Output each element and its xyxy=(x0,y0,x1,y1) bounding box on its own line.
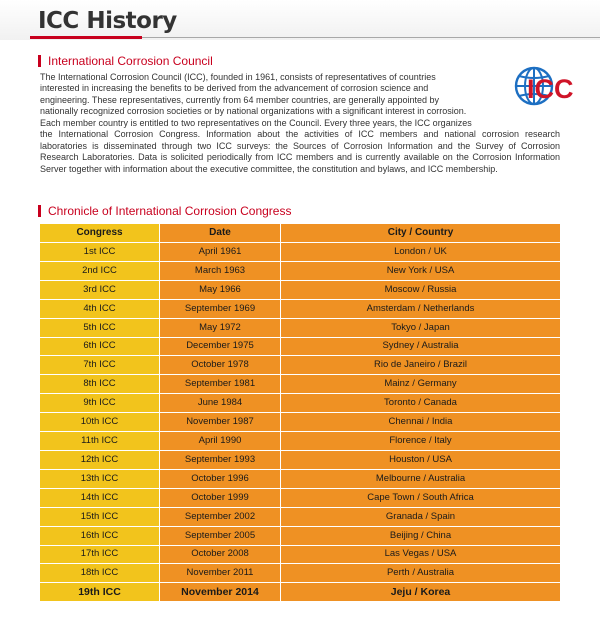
city-cell: Mainz / Germany xyxy=(281,375,561,394)
column-header-city: City / Country xyxy=(281,224,561,243)
table-row xyxy=(40,375,560,394)
date-cell: April 1961 xyxy=(160,243,281,262)
intro-line: The International Corrosion Council (ICC), founded in 1961, consists of representatives of countries xyxy=(40,72,436,82)
city-cell: New York / USA xyxy=(281,261,561,280)
congress-cell: 19th ICC xyxy=(40,583,160,602)
date-cell: March 1963 xyxy=(160,261,281,280)
column-header-congress: Congress xyxy=(40,224,160,243)
congress-cell: 7th ICC xyxy=(40,356,160,375)
congress-cell: 9th ICC xyxy=(40,394,160,413)
page-title: ICC History xyxy=(38,8,177,34)
congress-cell: 17th ICC xyxy=(40,545,160,564)
column-header-date: Date xyxy=(160,224,281,243)
city-cell: Las Vegas / USA xyxy=(281,545,561,564)
date-cell: September 1969 xyxy=(160,299,281,318)
congress-cell: 4th ICC xyxy=(40,299,160,318)
table-row xyxy=(40,356,560,375)
date-cell: November 1987 xyxy=(160,413,281,432)
table-row xyxy=(40,507,560,526)
city-cell: Sydney / Australia xyxy=(281,337,561,356)
table-row xyxy=(40,469,560,488)
congress-cell: 18th ICC xyxy=(40,564,160,583)
table-row xyxy=(40,545,560,564)
congress-cell: 12th ICC xyxy=(40,450,160,469)
congress-cell: 1st ICC xyxy=(40,243,160,262)
city-cell: Toronto / Canada xyxy=(281,394,561,413)
date-cell: September 2005 xyxy=(160,526,281,545)
section-heading-council: International Corrosion Council xyxy=(38,55,213,67)
icc-globe-logo xyxy=(512,61,592,111)
intro-paragraph: the International Corrosion Congress. Information about the activities of ICC members and national corrosion research laboratories is disseminated through two ICC surveys: the Sources of Corrosion Information and the Survey of Corrosion Research Laboratories. Data is solicited periodically from ICC members and is currently available on the Corrosion Information Server together with information about the executive committee, the constitution and bylaws, and ICC membership. xyxy=(40,129,560,174)
date-cell: October 1978 xyxy=(160,356,281,375)
date-cell: June 1984 xyxy=(160,394,281,413)
title-divider-accent xyxy=(30,36,142,39)
intro-line: Each member country is entitled to two representatives on the Council. Every three years, the ICC organizes xyxy=(40,117,472,128)
date-cell: April 1990 xyxy=(160,432,281,451)
city-cell: Amsterdam / Netherlands xyxy=(281,299,561,318)
congress-cell: 15th ICC xyxy=(40,507,160,526)
table-row xyxy=(40,280,560,299)
congress-cell: 8th ICC xyxy=(40,375,160,394)
table-row-latest xyxy=(40,583,560,602)
congress-cell: 3rd ICC xyxy=(40,280,160,299)
congress-cell: 16th ICC xyxy=(40,526,160,545)
logo-text: ICC xyxy=(527,74,574,104)
city-cell: London / UK xyxy=(281,243,561,262)
table-header-row xyxy=(40,224,560,243)
date-cell: December 1975 xyxy=(160,337,281,356)
city-cell: Granada / Spain xyxy=(281,507,561,526)
section-heading-chronicle: Chronicle of International Corrosion Congress xyxy=(38,205,291,217)
table-row xyxy=(40,413,560,432)
date-cell: September 2002 xyxy=(160,507,281,526)
city-cell: Tokyo / Japan xyxy=(281,318,561,337)
city-cell: Rio de Janeiro / Brazil xyxy=(281,356,561,375)
congress-cell: 11th ICC xyxy=(40,432,160,451)
city-cell: Cape Town / South Africa xyxy=(281,488,561,507)
city-cell: Beijing / China xyxy=(281,526,561,545)
date-cell: September 1993 xyxy=(160,450,281,469)
date-cell: September 1981 xyxy=(160,375,281,394)
table-row xyxy=(40,488,560,507)
congress-cell: 6th ICC xyxy=(40,337,160,356)
congress-cell: 2nd ICC xyxy=(40,261,160,280)
table-row xyxy=(40,564,560,583)
city-cell: Moscow / Russia xyxy=(281,280,561,299)
table-row xyxy=(40,299,560,318)
date-cell: October 1996 xyxy=(160,469,281,488)
date-cell: October 2008 xyxy=(160,545,281,564)
council-description xyxy=(40,72,560,175)
city-cell: Chennai / India xyxy=(281,413,561,432)
date-cell: May 1972 xyxy=(160,318,281,337)
city-cell: Florence / Italy xyxy=(281,432,561,451)
congress-cell: 13th ICC xyxy=(40,469,160,488)
city-cell: Houston / USA xyxy=(281,450,561,469)
intro-line: interested in increasing the benefits to be derived from the advancement of corrosion science and xyxy=(40,83,429,94)
date-cell: November 2014 xyxy=(160,583,281,602)
table-row xyxy=(40,318,560,337)
congress-cell: 10th ICC xyxy=(40,413,160,432)
intro-line: nationally recognized corrosion societies or by national organizations with a significant interest in corrosion. xyxy=(40,106,467,117)
city-cell: Perth / Australia xyxy=(281,564,561,583)
congress-cell: 14th ICC xyxy=(40,488,160,507)
table-row xyxy=(40,394,560,413)
congress-table xyxy=(40,224,560,602)
city-cell: Melbourne / Australia xyxy=(281,469,561,488)
table-row xyxy=(40,432,560,451)
date-cell: November 2011 xyxy=(160,564,281,583)
table-row xyxy=(40,526,560,545)
congress-cell: 5th ICC xyxy=(40,318,160,337)
table-row xyxy=(40,450,560,469)
city-cell: Jeju / Korea xyxy=(281,583,561,602)
table-row xyxy=(40,243,560,262)
table-row xyxy=(40,261,560,280)
date-cell: May 1966 xyxy=(160,280,281,299)
intro-line: engineering. These representatives, currently from 64 member countries, are generally appointed by xyxy=(40,94,440,105)
date-cell: October 1999 xyxy=(160,488,281,507)
table-row xyxy=(40,337,560,356)
